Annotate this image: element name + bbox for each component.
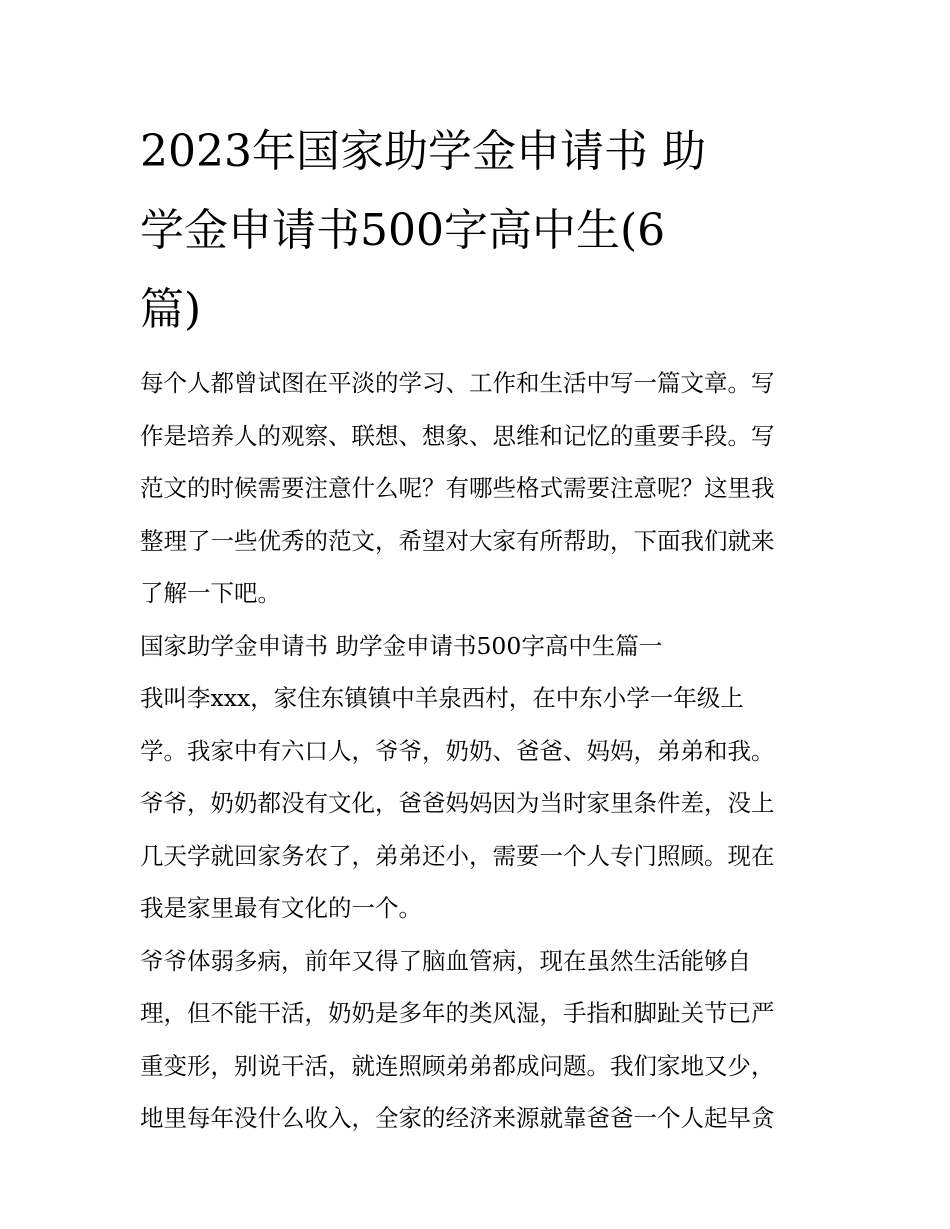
document-title: 2023年国家助学金申请书 助 学金申请书500字高中生(6 篇) bbox=[140, 126, 706, 335]
section-heading: 国家助学金申请书 助学金申请书500字高中生篇一 bbox=[140, 631, 663, 660]
document-body bbox=[140, 357, 820, 1145]
intro-paragraph: 每个人都曾试图在平淡的学习、工作和生活中写一篇文章。写 作是培养人的观察、联想、想象、思维和记忆的重要手段。写 范文的时候需要注意什么呢？有哪些格式需要注意呢？这里我 整理了一些优秀的范文，希望对大家有所帮助，下面我们就来 了解一下吧。 bbox=[140, 369, 775, 607]
body-paragraph: 我叫李xxx，家住东镇镇中羊泉西村，在中东小学一年级上 学。我家中有六口人，爷爷，奶奶、爸爸、妈妈，弟弟和我。 爷爷，奶奶都没有文化，爸爸妈妈因为当时家里条件差，没上 几天学就回家务农了，弟弟还小，需要一个人专门照顾。现在 我是家里最有文化的一个。 bbox=[140, 684, 775, 922]
body-paragraph: 爷爷体弱多病，前年又得了脑血管病，现在虽然生活能够自 理，但不能干活，奶奶是多年的类风湿，手指和脚趾关节已严 重变形，别说干活，就连照顾弟弟都成问题。我们家地又少， 地里每年没什么收入，全家的经济来源就靠爸爸一个人起早贪 bbox=[140, 946, 775, 1132]
